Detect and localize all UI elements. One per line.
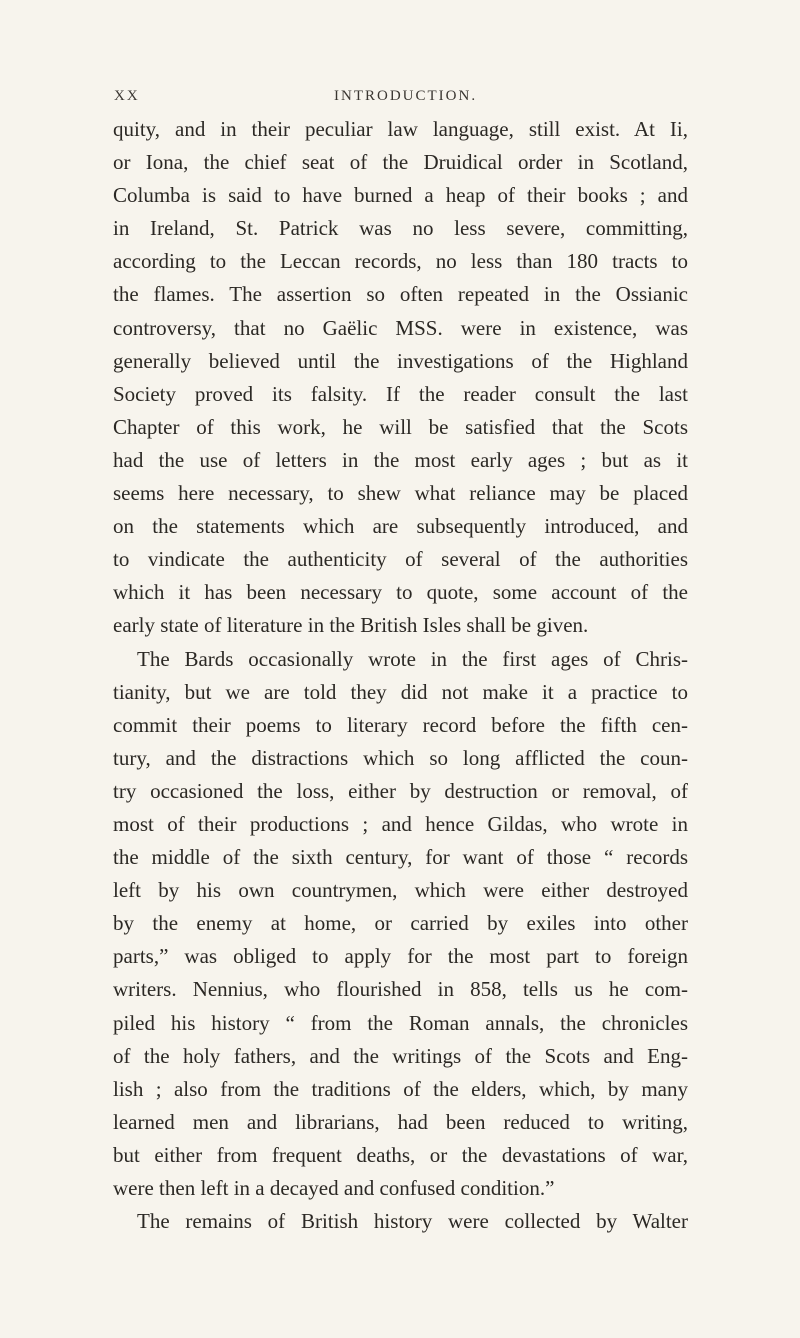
text-line: lish ; also from the traditions of the elders, which, by many — [113, 1076, 688, 1101]
text-line: seems here necessary, to shew what reliance may be placed — [113, 481, 688, 506]
text-line: writers. Nennius, who flourished in 858, tells us he com- — [113, 977, 688, 1002]
text-line: learned men and librarians, had been reduced to writing, — [113, 1109, 688, 1134]
text-line: quity, and in their peculiar law language, still exist. At Ii, — [113, 117, 688, 141]
text-line: early state of literature in the British Isles shall be given. — [113, 613, 589, 638]
text-line: controversy, that no Gaëlic MSS. were in existence, was — [113, 315, 688, 340]
text-line: tianity, but we are told they did not make it a practice to — [113, 679, 688, 704]
text-line: but either from frequent deaths, or the devastations of war, — [113, 1142, 688, 1167]
text-line: generally believed until the investigations of the Highland — [113, 348, 688, 373]
text-line: by the enemy at home, or carried by exiles into other — [113, 911, 688, 936]
text-line: according to the Leccan records, no less than 180 tracts to — [113, 249, 688, 274]
text-line: were then left in a decayed and confused condition.” — [113, 1176, 555, 1200]
text-line: in Ireland, St. Patrick was no less severe, committing, — [113, 216, 688, 241]
text-line: the flames. The assertion so often repeated in the Ossianic — [113, 282, 688, 307]
text-line: piled his history “ from the Roman annals, the chronicles — [113, 1010, 688, 1035]
text-line: to vindicate the authenticity of several of the authorities — [113, 547, 688, 572]
text-line: commit their poems to literary record before the fifth cen- — [113, 712, 688, 737]
text-line: had the use of letters in the most early ages ; but as it — [113, 447, 688, 472]
body-text — [113, 113, 688, 1238]
running-head — [108, 88, 692, 112]
text-line: parts,” was obliged to apply for the most part to foreign — [113, 944, 688, 969]
text-line: tury, and the distractions which so long afflicted the coun- — [113, 745, 688, 770]
page-number: XX — [114, 88, 140, 104]
running-title: INTRODUCTION. — [334, 88, 478, 104]
text-line: The Bards occasionally wrote in the first ages of Chris- — [137, 646, 688, 671]
text-line: of the holy fathers, and the writings of the Scots and Eng- — [113, 1043, 688, 1068]
text-line: left by his own countrymen, which were either destroyed — [113, 878, 688, 903]
text-line: try occasioned the loss, either by destruction or removal, of — [113, 778, 688, 803]
text-line: Columba is said to have burned a heap of their books ; and — [113, 183, 688, 208]
text-line: most of their productions ; and hence Gildas, who wrote in — [113, 811, 688, 836]
text-line: the middle of the sixth century, for want of those “ records — [113, 845, 688, 870]
text-line: which it has been necessary to quote, some account of the — [113, 580, 688, 605]
text-line: Society proved its falsity. If the reader consult the last — [113, 381, 688, 406]
text-line: on the statements which are subsequently introduced, and — [113, 514, 688, 539]
text-line: The remains of British history were collected by Walter — [137, 1209, 688, 1234]
text-line: or Iona, the chief seat of the Druidical order in Scotland, — [113, 150, 688, 175]
text-line: Chapter of this work, he will be satisfied that the Scots — [113, 414, 688, 439]
